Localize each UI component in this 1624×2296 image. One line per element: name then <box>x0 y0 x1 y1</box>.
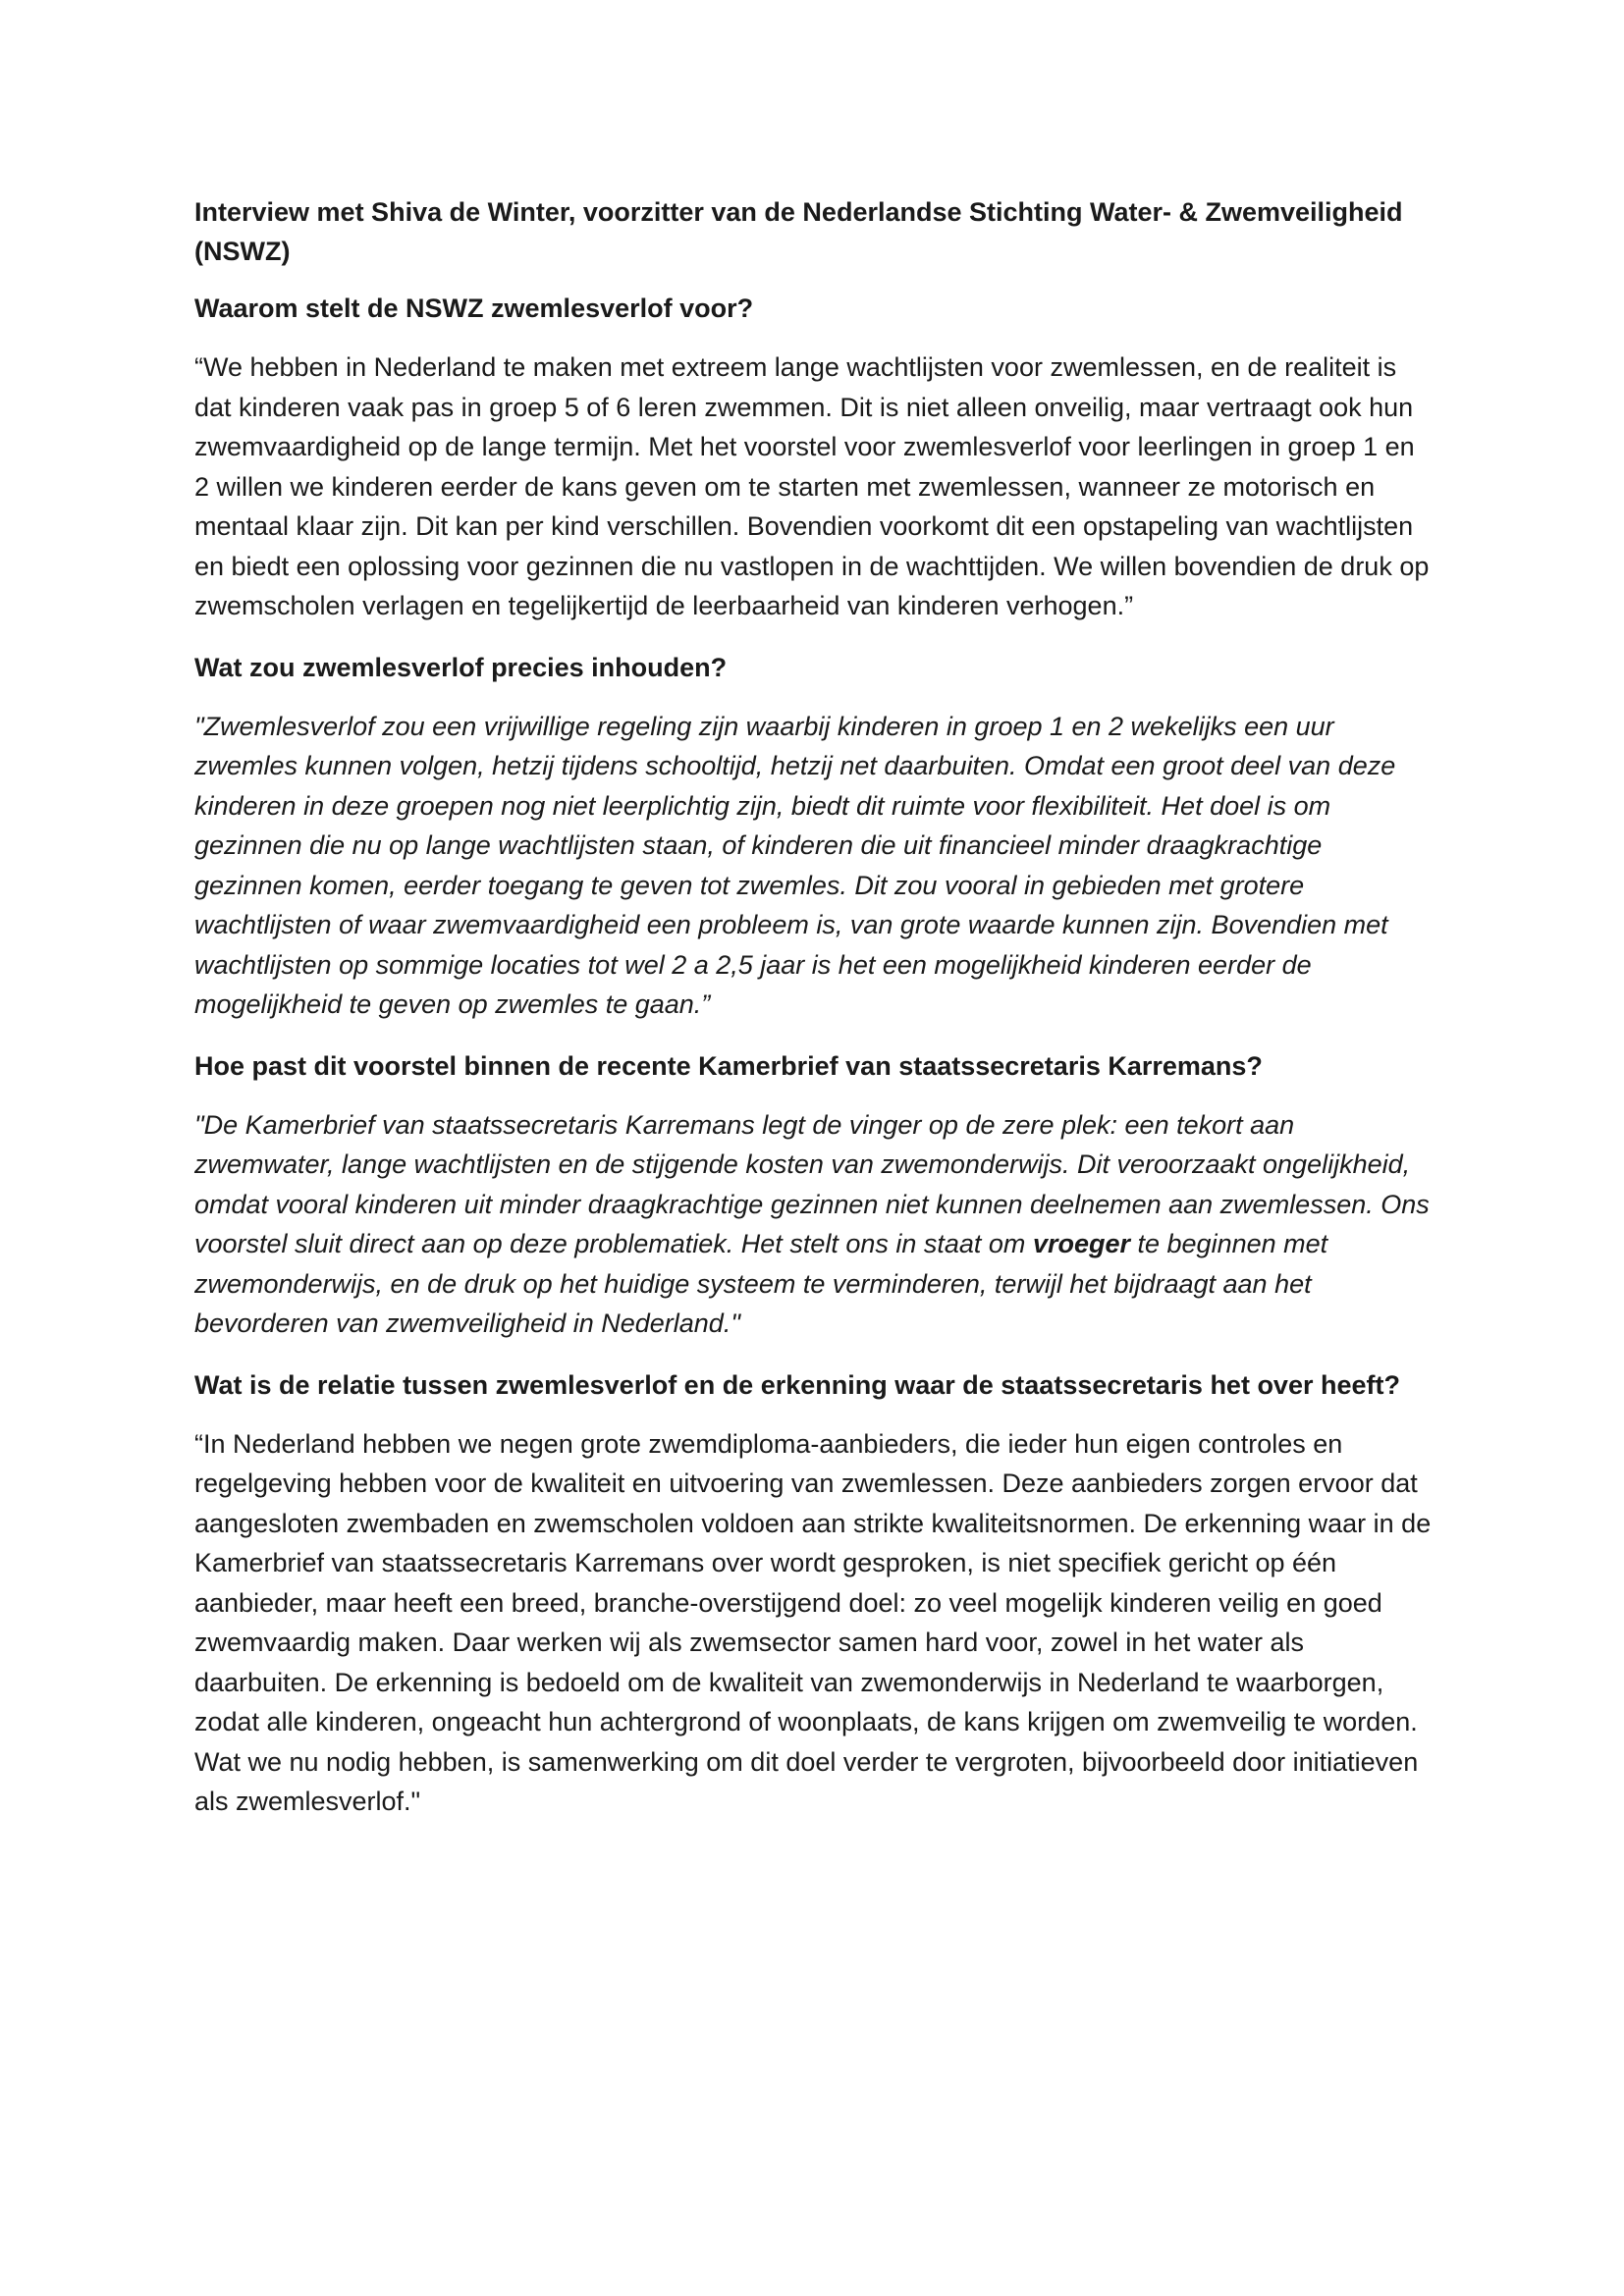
question-2: Wat zou zwemlesverlof precies inhouden? <box>194 652 728 682</box>
answer-3-text-after: te beginnen met zwemonderwijs, en de druk op het huidige systeem te verminderen, terwijl het bijdraagt aan het bevorderen van zwemveiligheid in Nederland." <box>194 1229 1328 1338</box>
question-1: Waarom stelt de NSWZ zwemlesverlof voor? <box>194 294 754 323</box>
question-4: Wat is de relatie tussen zwemlesverlof en de erkenning waar de staatssecretaris het over heeft? <box>194 1369 1400 1400</box>
document-title: Interview met Shiva de Winter, voorzitter van de Nederlandse Stichting Water- & Zwemveiligheid (NSWZ) <box>194 197 1403 266</box>
answer-4: “In Nederland hebben we negen grote zwemdiploma-aanbieders, die ieder hun eigen controles en regelgeving hebben voor de kwaliteit en uitvoering van zwemlessen. Deze aanbieders zorgen ervoor dat aangesloten zwembaden en zwemscholen voldoen aan strikte kwaliteitsnormen. De erkenning waar in de Kamerbrief van staatssecretaris Karremans over wordt gesproken, is niet specifiek gericht op één aanbieder, maar heeft een breed, branche-overstijgend doel: zo veel mogelijk kinderen veilig en goed zwemvaardig maken. Daar werken wij als zwemsector samen hard voor, zowel in het water als daarbuiten. De erkenning is bedoeld om de kwaliteit van zwemonderwijs in Nederland te waarborgen, zodat alle kinderen, ongeacht hun achtergrond of woonplaats, de kans krijgen om zwemveilig te worden. Wat we nu nodig hebben, is samenwerking om dit doel verder te vergroten, bijvoorbeeld door initiatieven als zwemlesverlof." <box>194 1428 1432 1816</box>
answer-2: "Zwemlesverlof zou een vrijwillige regeling zijn waarbij kinderen in groep 1 en 2 wekelijks een uur zwemles kunnen volgen, hetzij tijdens schooltijd, hetzij net daarbuiten. Omdat een groot deel van deze kinderen in deze groepen nog niet leerplichtig zijn, biedt dit ruimte voor flexibiliteit. Het doel is om gezinnen die nu op lange wachtlijsten staan, of kinderen die uit financieel minder draagkrachtige gezinnen komen, eerder toegang te geven tot zwemles. Dit zou vooral in gebieden met grotere wachtlijsten of waar zwemvaardigheid een probleem is, van grote waarde kunnen zijn. Bovendien met wachtlijsten op sommige locaties tot wel 2 a 2,5 jaar is het een mogelijkheid kinderen eerder de mogelijkheid te geven op zwemles te gaan.” <box>194 711 1396 1019</box>
question-3: Hoe past dit voorstel binnen de recente Kamerbrief van staatssecretaris Karremans? <box>194 1050 1263 1081</box>
answer-3 <box>194 1105 1433 1344</box>
answer-3-text-before: "De Kamerbrief van staatssecretaris Karremans legt de vinger op de zere plek: een tekort aan zwemwater, lange wachtlijsten en de stijgende kosten van zwemonderwijs. Dit veroorzaakt ongelijkheid, omdat vooral kinderen uit minder draagkrachtige gezinnen niet kunnen deelnemen aan zwemlessen. Ons voorstel sluit direct aan op deze problematiek. Het stelt ons in staat om <box>194 1109 1430 1258</box>
answer-3-emphasis: vroeger <box>1032 1229 1130 1258</box>
answer-1: “We hebben in Nederland te maken met extreem lange wachtlijsten voor zwemlessen, en de realiteit is dat kinderen vaak pas in groep 5 of 6 leren zwemmen. Dit is niet alleen onveilig, maar vertraagt ook hun zwemvaardigheid op de lange termijn. Met het voorstel voor zwemlesverlof voor leerlingen in groep 1 en 2 willen we kinderen eerder de kans geven om te starten met zwemlessen, wanneer ze motorisch en mentaal klaar zijn. Dit kan per kind verschillen. Bovendien voorkomt dit een opstapeling van wachtlijsten en biedt een oplossing voor gezinnen die nu vastlopen in de wachttijden. We willen bovendien de druk op zwemscholen verlagen en tegelijkertijd de leerbaarheid van kinderen verhogen.” <box>194 352 1430 620</box>
